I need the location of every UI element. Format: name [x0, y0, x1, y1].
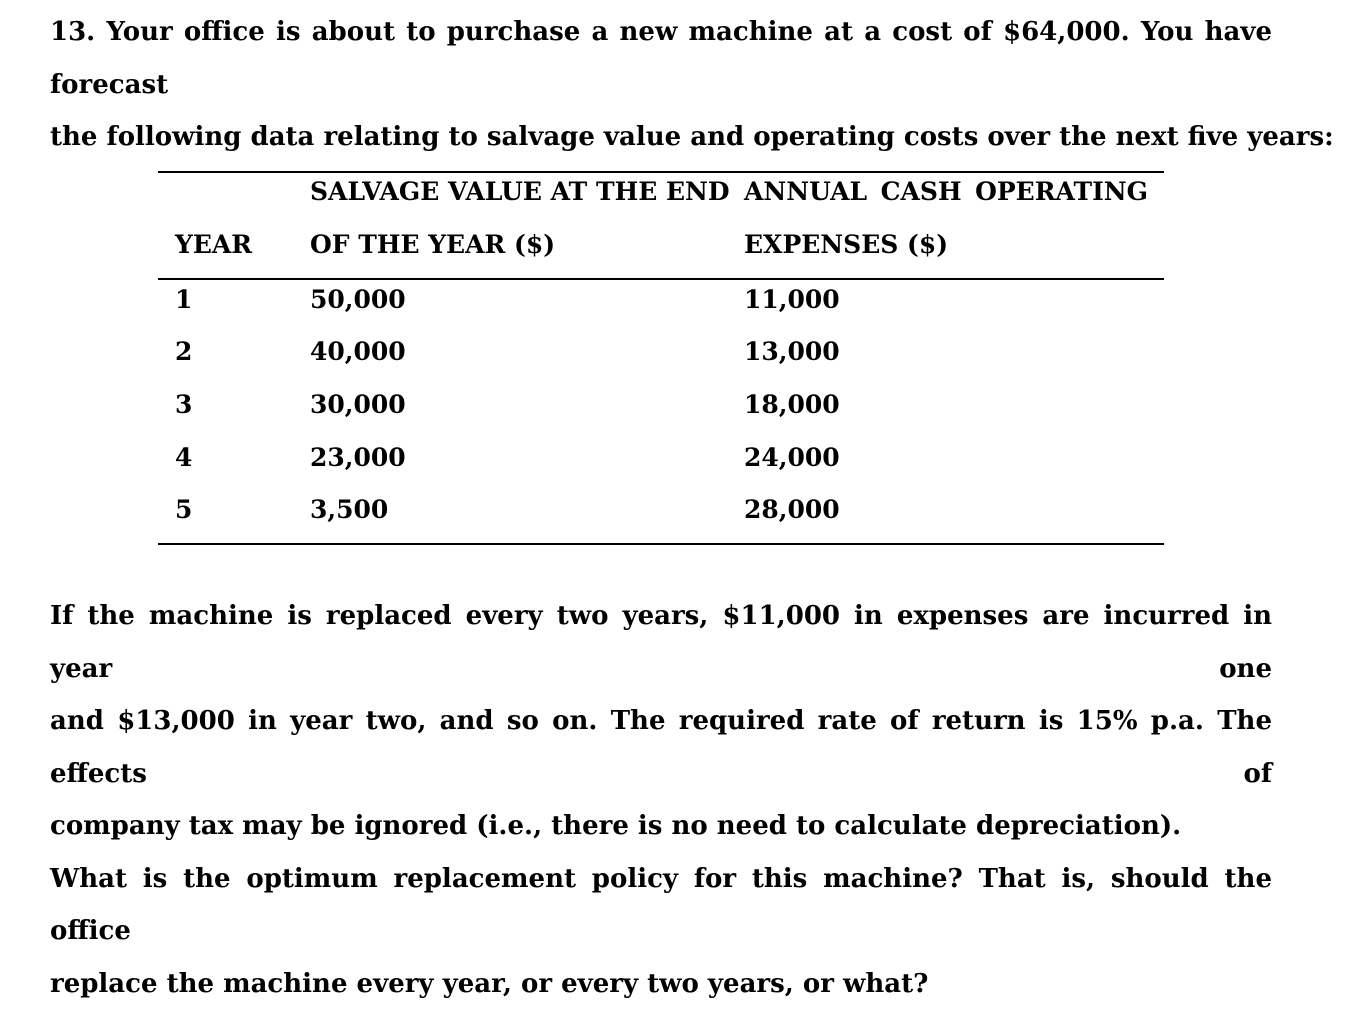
cell-salvage: 3,500	[310, 495, 388, 525]
question-line-2: the following data relating to salvage value and operating costs over the next five years:	[50, 111, 1272, 164]
cell-year: 4	[175, 443, 192, 473]
header-salvage-line-1: SALVAGE VALUE AT THE END	[310, 177, 730, 207]
header-expenses-word-cash: CASH	[881, 177, 962, 207]
followup-line-4: What is the optimum replacement policy for this machine? That is, should the office	[50, 853, 1272, 958]
cell-salvage: 23,000	[310, 443, 406, 473]
table-top-rule	[158, 171, 1164, 173]
cell-year: 5	[175, 495, 192, 525]
followup-line-2: and $13,000 in year two, and so on. The required rate of return is 15% p.a. The effects of	[50, 695, 1272, 800]
cell-expenses: 11,000	[744, 285, 840, 315]
question-intro	[50, 6, 1272, 164]
cell-expenses: 18,000	[744, 390, 840, 420]
header-year: YEAR	[175, 230, 252, 260]
cell-expenses: 13,000	[744, 337, 840, 367]
header-expenses-word-annual: ANNUAL	[744, 177, 867, 207]
table-bottom-rule	[158, 543, 1164, 545]
header-expenses-word-operating: OPERATING	[975, 177, 1148, 207]
cell-year: 2	[175, 337, 192, 367]
cell-expenses: 24,000	[744, 443, 840, 473]
cell-salvage: 40,000	[310, 337, 406, 367]
header-expenses-line-2: EXPENSES ($)	[744, 230, 948, 260]
header-salvage-line-2: OF THE YEAR ($)	[310, 230, 555, 260]
question-followup	[50, 590, 1272, 1010]
cell-expenses: 28,000	[744, 495, 840, 525]
table-header-rule	[158, 278, 1164, 280]
cell-salvage: 30,000	[310, 390, 406, 420]
cell-year: 3	[175, 390, 192, 420]
cell-salvage: 50,000	[310, 285, 406, 315]
followup-line-3: company tax may be ignored (i.e., there is no need to calculate depreciation).	[50, 800, 1272, 853]
cell-year: 1	[175, 285, 192, 315]
followup-line-1: If the machine is replaced every two years, $11,000 in expenses are incurred in year one	[50, 590, 1272, 695]
header-expenses-line-1	[744, 177, 1148, 207]
followup-line-5: replace the machine every year, or every two years, or what?	[50, 958, 1272, 1010]
question-line-1: 13. Your office is about to purchase a new machine at a cost of $64,000. You have forecast	[50, 6, 1272, 111]
